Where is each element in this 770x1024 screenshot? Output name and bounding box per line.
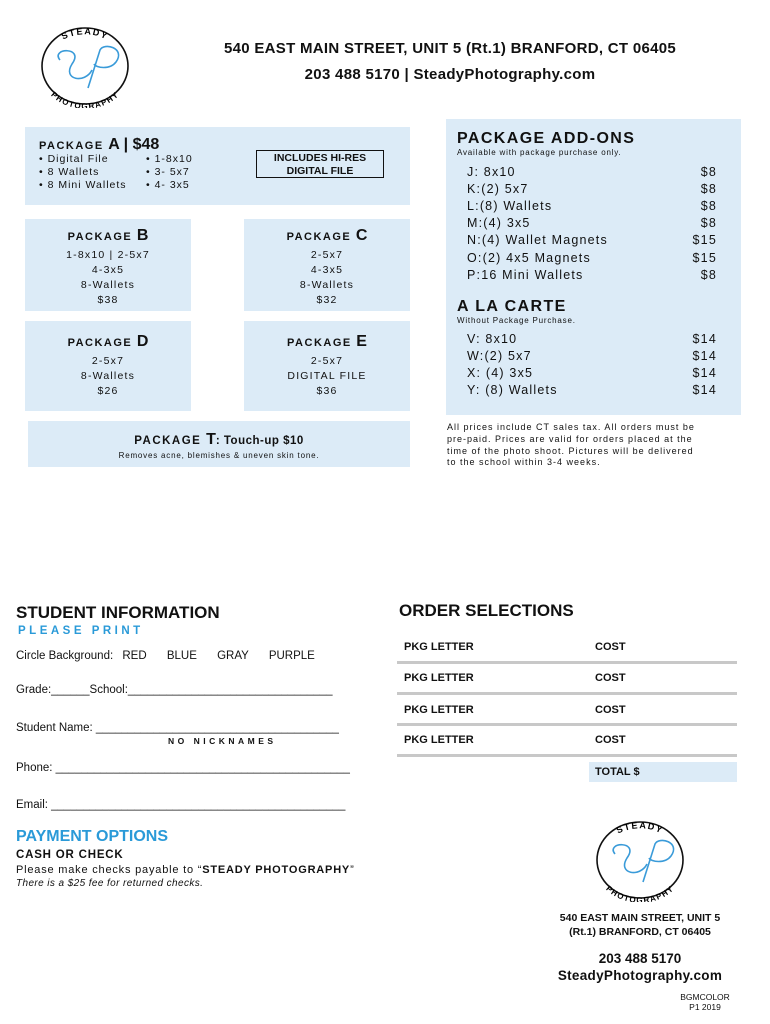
addon-label: J: 8x10 [467, 165, 516, 179]
order-line[interactable] [397, 754, 737, 757]
addon-label: O:(2) 4x5 Magnets [467, 251, 591, 265]
background-option-purple[interactable]: PURPLE [268, 650, 315, 662]
addon-price: $8 [700, 216, 717, 230]
svg-text:PHOTOGRAPHY [604, 884, 675, 902]
addon-price: $8 [700, 268, 717, 282]
alacarte-price: $14 [692, 383, 717, 397]
package-e-letter: E [356, 333, 367, 350]
order-pkg-letter-label: PKG LETTER [404, 734, 474, 746]
package-c-line: 4-3x5 [310, 264, 344, 276]
alacarte-row [467, 332, 717, 346]
svg-text:PHOTOGRAPHY [49, 90, 120, 108]
student-info-title: STUDENT INFORMATION [16, 603, 220, 622]
addon-label: M:(4) 3x5 [467, 216, 531, 230]
addon-price: $8 [700, 165, 717, 179]
package-e-line: 2-5x7 [310, 355, 344, 367]
addon-row [467, 233, 717, 247]
disclaimer-line: to the school within 3-4 weeks. [447, 457, 601, 468]
logo-bottom-text: PHOTOGRAPHY [49, 89, 121, 108]
hi-res-badge-line1: INCLUDES HI-RES [273, 152, 367, 164]
form-code-line2: P1 2019 [689, 1002, 721, 1012]
payable-to [16, 864, 355, 876]
order-cost-label: COST [595, 672, 626, 684]
alacarte-row [467, 383, 717, 397]
package-a-item: • 8 Mini Wallets [39, 179, 127, 191]
alacarte-row [467, 366, 717, 380]
hi-res-badge [256, 150, 384, 178]
header-address: 540 EAST MAIN STREET, UNIT 5 (Rt.1) BRANFORD, CT 06405 [223, 40, 677, 57]
alacarte-subtitle: Without Package Purchase. [457, 316, 576, 325]
payable-pre: Please make checks payable to “ [16, 864, 203, 876]
package-a-item: • Digital File [39, 153, 109, 165]
footer-phone: 203 488 5170 [598, 951, 682, 966]
grade-school-field[interactable]: Grade:______School:________________________________ [16, 684, 333, 696]
addon-row [467, 182, 717, 196]
package-b-line: 4-3x5 [91, 264, 125, 276]
addon-label: L:(8) Wallets [467, 199, 553, 213]
package-a-item: • 3- 5x7 [146, 166, 190, 178]
footer-logo-top-text: STEADY [614, 820, 666, 836]
total-label: TOTAL $ [595, 766, 640, 778]
order-line[interactable] [397, 692, 737, 695]
form-code-line1: BGMCOLOR [680, 992, 730, 1002]
package-b-line: 8-Wallets [80, 279, 136, 291]
payment-title: PAYMENT OPTIONS [16, 828, 169, 845]
background-option-red[interactable]: RED [122, 650, 147, 662]
please-print: PLEASE PRINT [18, 625, 144, 637]
package-t-note: Removes acne, blemishes & uneven skin tone. [118, 451, 320, 460]
addons-title: PACKAGE ADD-ONS [457, 130, 636, 147]
payable-name: STEADY PHOTOGRAPHY [202, 864, 351, 876]
alacarte-price: $14 [692, 366, 717, 380]
package-a-item: • 1-8x10 [146, 153, 193, 165]
package-b-price: $38 [97, 294, 119, 306]
alacarte-label: Y: (8) Wallets [467, 383, 558, 397]
package-a-word: PACKAGE [39, 140, 104, 152]
logo-top-text: STEADY [59, 26, 111, 42]
alacarte-label: V: 8x10 [467, 332, 518, 346]
header-contact: 203 488 5170 | SteadyPhotography.com [304, 66, 596, 83]
alacarte-title: A LA CARTE [457, 298, 567, 315]
alacarte-row [467, 349, 717, 363]
package-d-box [25, 321, 191, 411]
total-field[interactable] [589, 762, 737, 782]
package-c-letter: C [355, 227, 368, 244]
alacarte-label: W:(2) 5x7 [467, 349, 532, 363]
package-d-word: PACKAGE [67, 337, 133, 349]
package-d-letter: D [136, 333, 149, 350]
addon-price: $15 [692, 233, 717, 247]
order-pkg-letter-label: PKG LETTER [404, 641, 474, 653]
addon-label: P:16 Mini Wallets [467, 268, 584, 282]
package-c-box [244, 219, 410, 311]
payable-post: ” [350, 864, 355, 876]
order-cost-label: COST [595, 704, 626, 716]
package-c-line: 8-Wallets [299, 279, 355, 291]
footer-website[interactable]: SteadyPhotography.com [557, 968, 723, 983]
footer-logo [585, 812, 695, 902]
svg-text:STEADY [615, 820, 665, 835]
package-t-price: : Touch-up $10 [215, 435, 304, 447]
logo [30, 18, 140, 108]
hi-res-badge-line2: DIGITAL FILE [286, 164, 354, 177]
price-disclaimer [447, 422, 747, 469]
footer-address-line2: (Rt.1) BRANFORD, CT 06405 [569, 926, 711, 938]
order-title: ORDER SELECTIONS [399, 601, 574, 620]
addon-row [467, 268, 717, 282]
disclaimer-line: All prices include CT sales tax. All orders must be [447, 422, 695, 432]
footer-logo-bottom-text: PHOTOGRAPHY [604, 883, 676, 902]
package-t-word: PACKAGE [134, 435, 202, 447]
package-e-line: DIGITAL FILE [287, 370, 367, 382]
order-line[interactable] [397, 723, 737, 726]
package-a-box [25, 127, 410, 205]
returned-check-fee: There is a $25 fee for returned checks. [16, 878, 204, 889]
email-field[interactable]: Email: ______________________________________________ [16, 799, 346, 811]
background-option-blue[interactable]: BLUE [166, 650, 197, 662]
addons-subtitle: Available with package purchase only. [457, 148, 622, 157]
package-b-line: 1-8x10 | 2-5x7 [66, 249, 150, 261]
footer-address-line1: 540 EAST MAIN STREET, UNIT 5 [559, 912, 721, 924]
package-a-item: • 8 Wallets [39, 166, 100, 178]
package-t-box [28, 421, 410, 467]
package-t-letter: T [206, 431, 216, 448]
addon-price: $8 [700, 199, 717, 213]
order-pkg-letter-label: PKG LETTER [404, 704, 474, 716]
background-choice [16, 650, 315, 662]
package-e-box [244, 321, 410, 411]
package-d-line: 8-Wallets [80, 370, 136, 382]
package-a-letter: A | $48 [108, 136, 160, 153]
package-e-price: $36 [316, 385, 338, 397]
student-name-field[interactable]: Student Name: ______________________________________ [16, 722, 339, 734]
svg-text:STEADY [60, 26, 110, 41]
order-pkg-letter-label: PKG LETTER [404, 672, 474, 684]
order-cost-label: COST [595, 734, 626, 746]
background-option-gray[interactable]: GRAY [217, 650, 249, 662]
addon-row [467, 199, 717, 213]
package-c-line: 2-5x7 [310, 249, 344, 261]
addon-label: K:(2) 5x7 [467, 182, 529, 196]
package-c-word: PACKAGE [286, 231, 352, 243]
disclaimer-line: pre-paid. Prices are valid for orders placed at the [447, 433, 693, 444]
order-line[interactable] [397, 661, 737, 664]
package-b-box [25, 219, 191, 311]
package-d-line: 2-5x7 [91, 355, 125, 367]
package-c-price: $32 [316, 294, 338, 306]
package-b-word: PACKAGE [67, 231, 133, 243]
payment-method: CASH OR CHECK [16, 849, 124, 861]
addon-price: $15 [692, 251, 717, 265]
alacarte-label: X: (4) 3x5 [467, 366, 534, 380]
background-label: Circle Background: [16, 650, 114, 662]
disclaimer-line: time of the photo shoot. Pictures will be delivered [447, 445, 694, 456]
package-b-letter: B [136, 227, 149, 244]
phone-field[interactable]: Phone: ______________________________________________ [16, 762, 350, 774]
alacarte-price: $14 [692, 332, 717, 346]
addon-row [467, 251, 717, 265]
package-e-word: PACKAGE [287, 337, 352, 349]
alacarte-price: $14 [692, 349, 717, 363]
addon-row [467, 165, 717, 179]
package-a-item: • 4- 3x5 [146, 179, 190, 191]
package-d-price: $26 [97, 385, 119, 397]
form-code [670, 992, 740, 1012]
order-cost-label: COST [595, 641, 626, 653]
footer-address [530, 911, 750, 939]
no-nicknames: NO NICKNAMES [168, 736, 277, 746]
addon-label: N:(4) Wallet Magnets [467, 233, 608, 247]
addon-row [467, 216, 717, 230]
addon-price: $8 [700, 182, 717, 196]
